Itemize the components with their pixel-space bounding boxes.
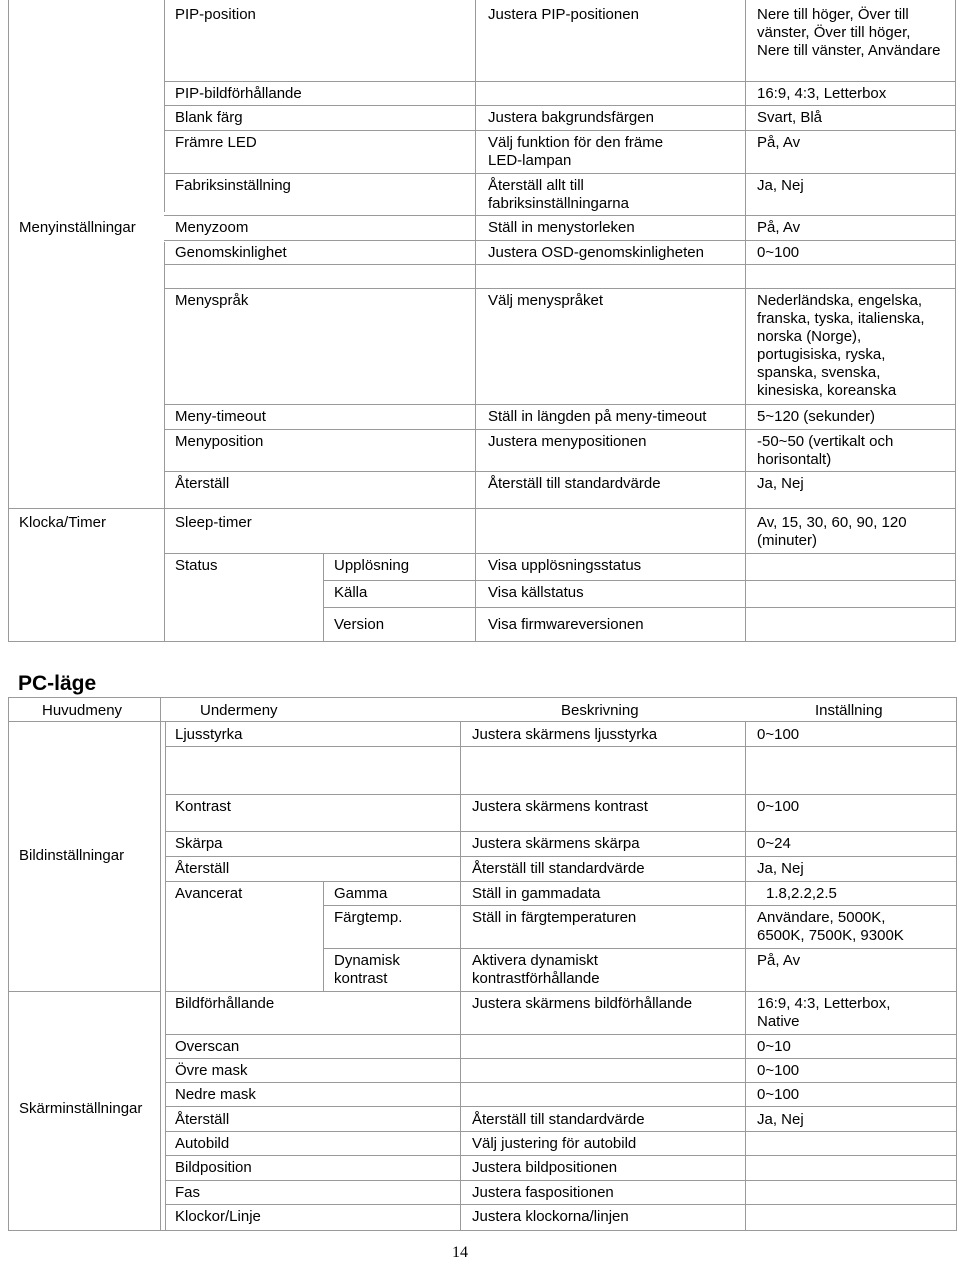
description-cell: Aktivera dynamiskt kontrastförhållande	[472, 952, 600, 987]
page-number: 14	[452, 1244, 468, 1261]
setting-cell: 0~24	[757, 835, 791, 852]
sub-submenu-cell: Dynamisk kontrast	[334, 952, 400, 987]
description-cell: Välj justering för autobild	[472, 1135, 637, 1152]
setting-cell: 0~100	[757, 798, 800, 815]
submenu-cell: Ljusstyrka	[175, 726, 243, 743]
submenu-cell: Övre mask	[175, 1062, 248, 1079]
description-cell: Ställ in längden på meny-timeout	[488, 408, 707, 425]
setting-cell: 5~120 (sekunder)	[757, 408, 875, 425]
setting-cell: 16:9, 4:3, Letterbox, Native	[757, 995, 891, 1030]
header-main-menu: Huvudmeny	[42, 702, 123, 719]
description-cell: Ställ in gammadata	[472, 885, 601, 902]
setting-cell: Ja, Nej	[757, 1111, 804, 1128]
description-cell: Justera skärmens ljusstyrka	[472, 726, 658, 743]
setting-cell: Svart, Blå	[757, 109, 823, 126]
main-menu-cell: Menyinställningar	[19, 219, 136, 236]
submenu-cell: Genomskinlighet	[175, 244, 287, 261]
setting-cell: 1.8,2.2,2.5	[766, 885, 837, 902]
setting-cell: Nederländska, engelska, franska, tyska, italienska, norska (Norge), portugisiska, ryska, spanska, svenska, kinesiska, koreanska	[757, 292, 925, 399]
description-cell: Visa källstatus	[488, 584, 584, 601]
description-cell: Ställ in färgtemperaturen	[472, 909, 637, 926]
submenu-cell: Bildposition	[175, 1159, 252, 1176]
sub-submenu-cell: Upplösning	[334, 557, 410, 574]
description-cell: Välj menyspråket	[488, 292, 604, 309]
section-title: PC-läge	[18, 672, 97, 695]
setting-cell: Ja, Nej	[757, 860, 804, 877]
description-cell: Återställ till standardvärde	[488, 475, 661, 492]
description-cell: Justera PIP-positionen	[488, 6, 639, 23]
setting-cell: Ja, Nej	[757, 475, 804, 492]
sub-submenu-cell: Färgtemp.	[334, 909, 403, 926]
setting-cell: På, Av	[757, 952, 801, 969]
setting-cell: 0~100	[757, 726, 800, 743]
setting-cell: 0~10	[757, 1038, 791, 1055]
setting-cell: 0~100	[757, 244, 800, 261]
submenu-cell: Återställ	[175, 1111, 230, 1128]
description-cell: Ställ in menystorleken	[488, 219, 635, 236]
submenu-cell: Menyspråk	[175, 292, 249, 309]
setting-cell: Nere till höger, Över till vänster, Över till höger, Nere till vänster, Användare	[757, 6, 941, 59]
header-setting: Inställning	[815, 702, 883, 719]
description-cell: Justera klockorna/linjen	[472, 1208, 629, 1225]
setting-cell: På, Av	[757, 219, 801, 236]
submenu-cell: Nedre mask	[175, 1086, 256, 1103]
sub-submenu-cell: Version	[334, 616, 385, 633]
sub-submenu-cell: Gamma	[334, 885, 388, 902]
description-cell: Justera skärmens bildförhållande	[472, 995, 693, 1012]
submenu-cell: Fas	[175, 1184, 201, 1201]
submenu-cell: Skärpa	[175, 835, 223, 852]
sub-submenu-cell: Källa	[334, 584, 368, 601]
description-cell: Justera skärmens kontrast	[472, 798, 648, 815]
main-menu-cell: Skärminställningar	[19, 1100, 143, 1117]
setting-cell: 16:9, 4:3, Letterbox	[757, 85, 887, 102]
submenu-cell: Autobild	[175, 1135, 230, 1152]
description-cell: Justera bakgrundsfärgen	[488, 109, 654, 126]
submenu-cell: Avancerat	[175, 885, 243, 902]
submenu-cell: Blank färg	[175, 109, 243, 126]
description-cell: Justera skärmens skärpa	[472, 835, 640, 852]
submenu-cell: Kontrast	[175, 798, 231, 815]
description-cell: Visa firmwareversionen	[488, 616, 644, 633]
setting-cell: -50~50 (vertikalt och horisontalt)	[757, 433, 894, 468]
header-description: Beskrivning	[561, 702, 639, 719]
submenu-cell: Fabriksinställning	[175, 177, 291, 194]
description-cell: Justera OSD-genomskinligheten	[488, 244, 704, 261]
description-cell: Justera menypositionen	[488, 433, 647, 450]
description-cell: Justera faspositionen	[472, 1184, 614, 1201]
header-submenu: Undermeny	[200, 702, 278, 719]
submenu-cell: Sleep-timer	[175, 514, 252, 531]
submenu-cell: Menyposition	[175, 433, 264, 450]
submenu-cell: PIP-position	[175, 6, 256, 23]
main-menu-cell: Bildinställningar	[19, 847, 125, 864]
submenu-cell: Overscan	[175, 1038, 240, 1055]
main-menu-cell: Klocka/Timer	[19, 514, 106, 531]
description-cell: Återställ till standardvärde	[472, 860, 645, 877]
submenu-cell: Status	[175, 557, 218, 574]
description-cell: Visa upplösningsstatus	[488, 557, 642, 574]
description-cell: Återställ allt till fabriksinställningarna	[488, 177, 629, 212]
setting-cell: 0~100	[757, 1062, 800, 1079]
setting-cell: Användare, 5000K, 6500K, 7500K, 9300K	[757, 909, 904, 944]
setting-cell: Av, 15, 30, 60, 90, 120 (minuter)	[757, 514, 907, 549]
description-cell: Återställ till standardvärde	[472, 1111, 645, 1128]
description-cell: Välj funktion för den främe LED-lampan	[488, 134, 664, 169]
submenu-cell: Återställ	[175, 860, 230, 877]
submenu-cell: Meny-timeout	[175, 408, 266, 425]
description-cell: Justera bildpositionen	[472, 1159, 618, 1176]
submenu-cell: PIP-bildförhållande	[175, 85, 302, 102]
setting-cell: På, Av	[757, 134, 801, 151]
submenu-cell: Klockor/Linje	[175, 1208, 261, 1225]
submenu-cell: Återställ	[175, 475, 230, 492]
setting-cell: 0~100	[757, 1086, 800, 1103]
submenu-cell: Främre LED	[175, 134, 257, 151]
submenu-cell: Bildförhållande	[175, 995, 275, 1012]
setting-cell: Ja, Nej	[757, 177, 804, 194]
submenu-cell: Menyzoom	[175, 219, 249, 236]
